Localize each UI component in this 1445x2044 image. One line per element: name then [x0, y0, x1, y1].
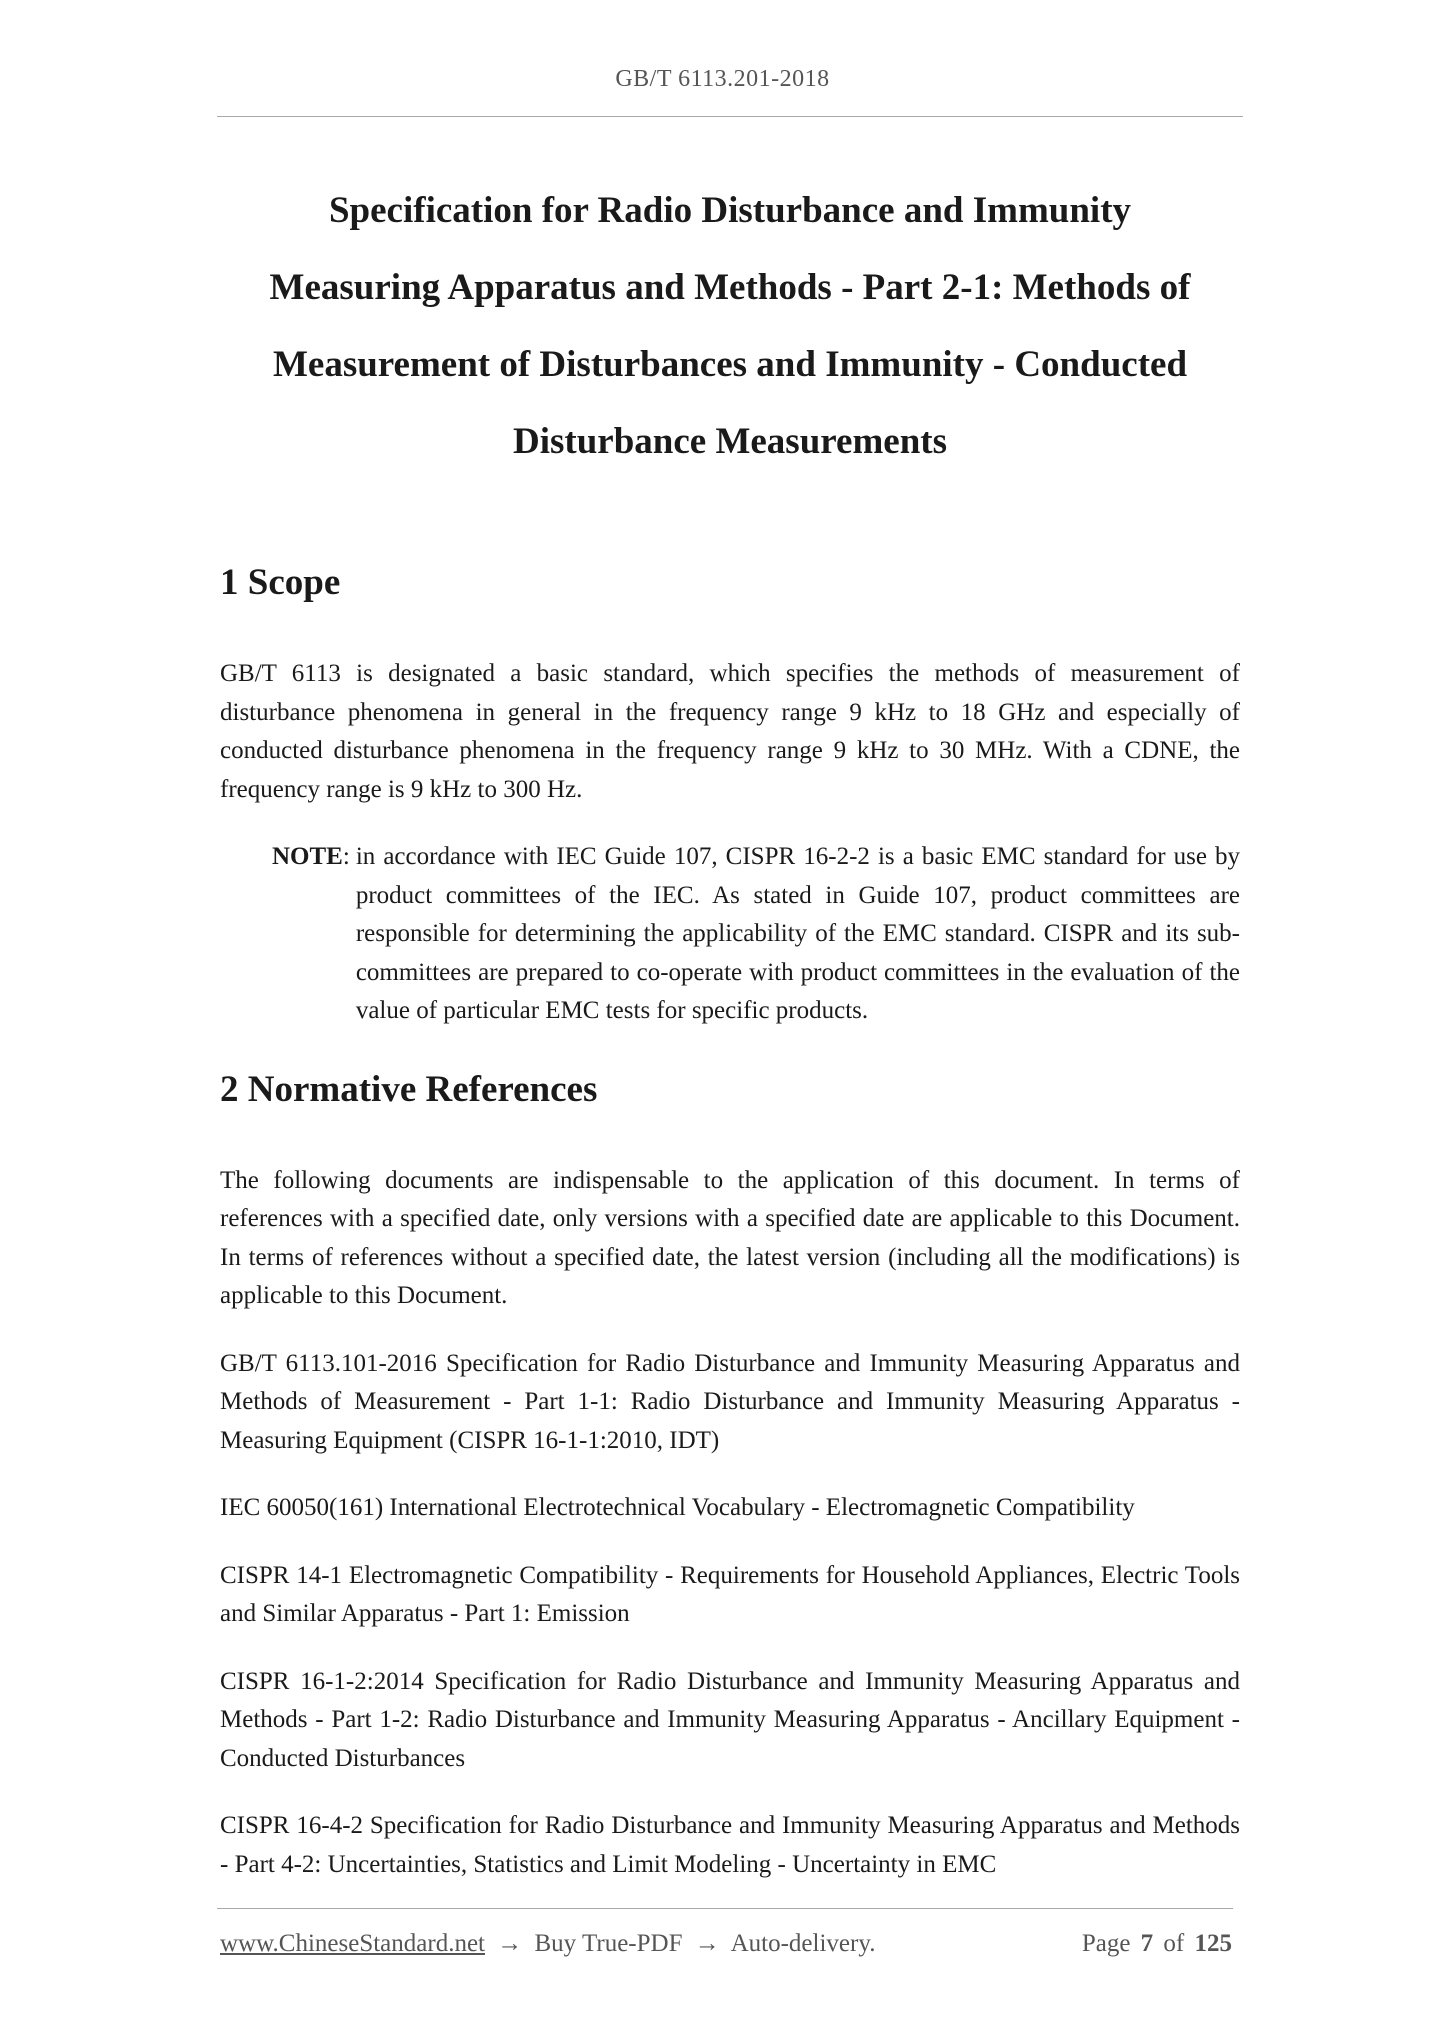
document-title [220, 172, 1240, 480]
title-line-3: Measurement of Disturbances and Immunity - Conducted [272, 344, 1188, 385]
note-text: in accordance with IEC Guide 107, CISPR 16-2-2 is a basic EMC standard for use by product committees of the IEC. As stated in Guide 107, product committees are responsible for determining the applicability of the EMC standard. CISPR and its sub-committees are prepared to co-operate with product committees in the evaluation of the value of particular EMC tests for specific products. [355, 843, 1240, 1024]
reference-item: CISPR 16-1-2:2014 Specification for Radio Disturbance and Immunity Measuring Apparatus and Methods - Part 1-2: Radio Disturbance and Immunity Measuring Apparatus - Ancillary Equipment - Conducted Disturbances [220, 1667, 1240, 1772]
scope-heading: 1 Scope [220, 562, 341, 603]
reference-item: GB/T 6113.101-2016 Specification for Radio Disturbance and Immunity Measuring Apparatus and Methods of Measurement - Part 1-1: Radio Disturbance and Immunity Measuring Apparatus - Measuring Equipment (CISPR 16-1-1:2010, IDT) [220, 1349, 1240, 1454]
document-code-header: GB/T 6113.201-2018 [615, 66, 830, 92]
reference-item: CISPR 16-4-2 Specification for Radio Disturbance and Immunity Measuring Apparatus and Methods - Part 4-2: Uncertainties, Statistics and Limit Modeling - Uncertainty in EMC [220, 1812, 1240, 1878]
normative-references-heading: 2 Normative References [220, 1068, 598, 1110]
scope-note [220, 838, 1240, 1031]
scope-paragraph: GB/T 6113 is designated a basic standard, which specifies the methods of measurement of disturbance phenomena in general in the frequency range 9 kHz to 18 GHz and especially of conducted disturbance phenomena in the frequency range 9 kHz to 30 MHz. With a CDNE, the frequency range is 9 kHz to 300 Hz. [220, 660, 1240, 803]
footer-divider [217, 1908, 1233, 1909]
page-word: Page [1081, 1930, 1131, 1957]
title-line-4: Disturbance Measurements [512, 421, 947, 462]
reference-item: IEC 60050(161) International Electrotechnical Vocabulary - Electromagnetic Compatibility [220, 1494, 1135, 1521]
page-footer [220, 1930, 1232, 1958]
buy-text: Buy True-PDF [534, 1930, 683, 1957]
arrow-right-icon: → [497, 1930, 523, 1957]
footer-promo [220, 1930, 875, 1958]
current-page: 7 [1140, 1930, 1154, 1957]
title-line-2: Measuring Apparatus and Methods - Part 2-1: Methods of [269, 267, 1191, 308]
reference-item: CISPR 14-1 Electromagnetic Compatibility - Requirements for Household Appliances, Electric Tools and Similar Apparatus - Part 1: Emission [220, 1561, 1240, 1627]
page-number [1078, 1930, 1232, 1958]
title-line-1: Specification for Radio Disturbance and Immunity [328, 190, 1132, 231]
document-body [220, 540, 1240, 1913]
normative-intro: The following documents are indispensable to the application of this document. In terms of references with a specified date, only versions with a specified date are applicable to this Document. In terms of references without a specified date, the latest version (including all the modifications) is applicable to this Document. [220, 1166, 1240, 1309]
note-colon: : [342, 843, 350, 870]
arrow-right-icon: → [694, 1930, 720, 1957]
total-pages: 125 [1194, 1930, 1232, 1957]
delivery-text: Auto-delivery. [730, 1930, 876, 1957]
header-divider [217, 116, 1243, 117]
site-link[interactable]: www.ChineseStandard.net [220, 1930, 485, 1957]
note-label: NOTE [272, 843, 343, 870]
of-word: of [1163, 1930, 1185, 1957]
